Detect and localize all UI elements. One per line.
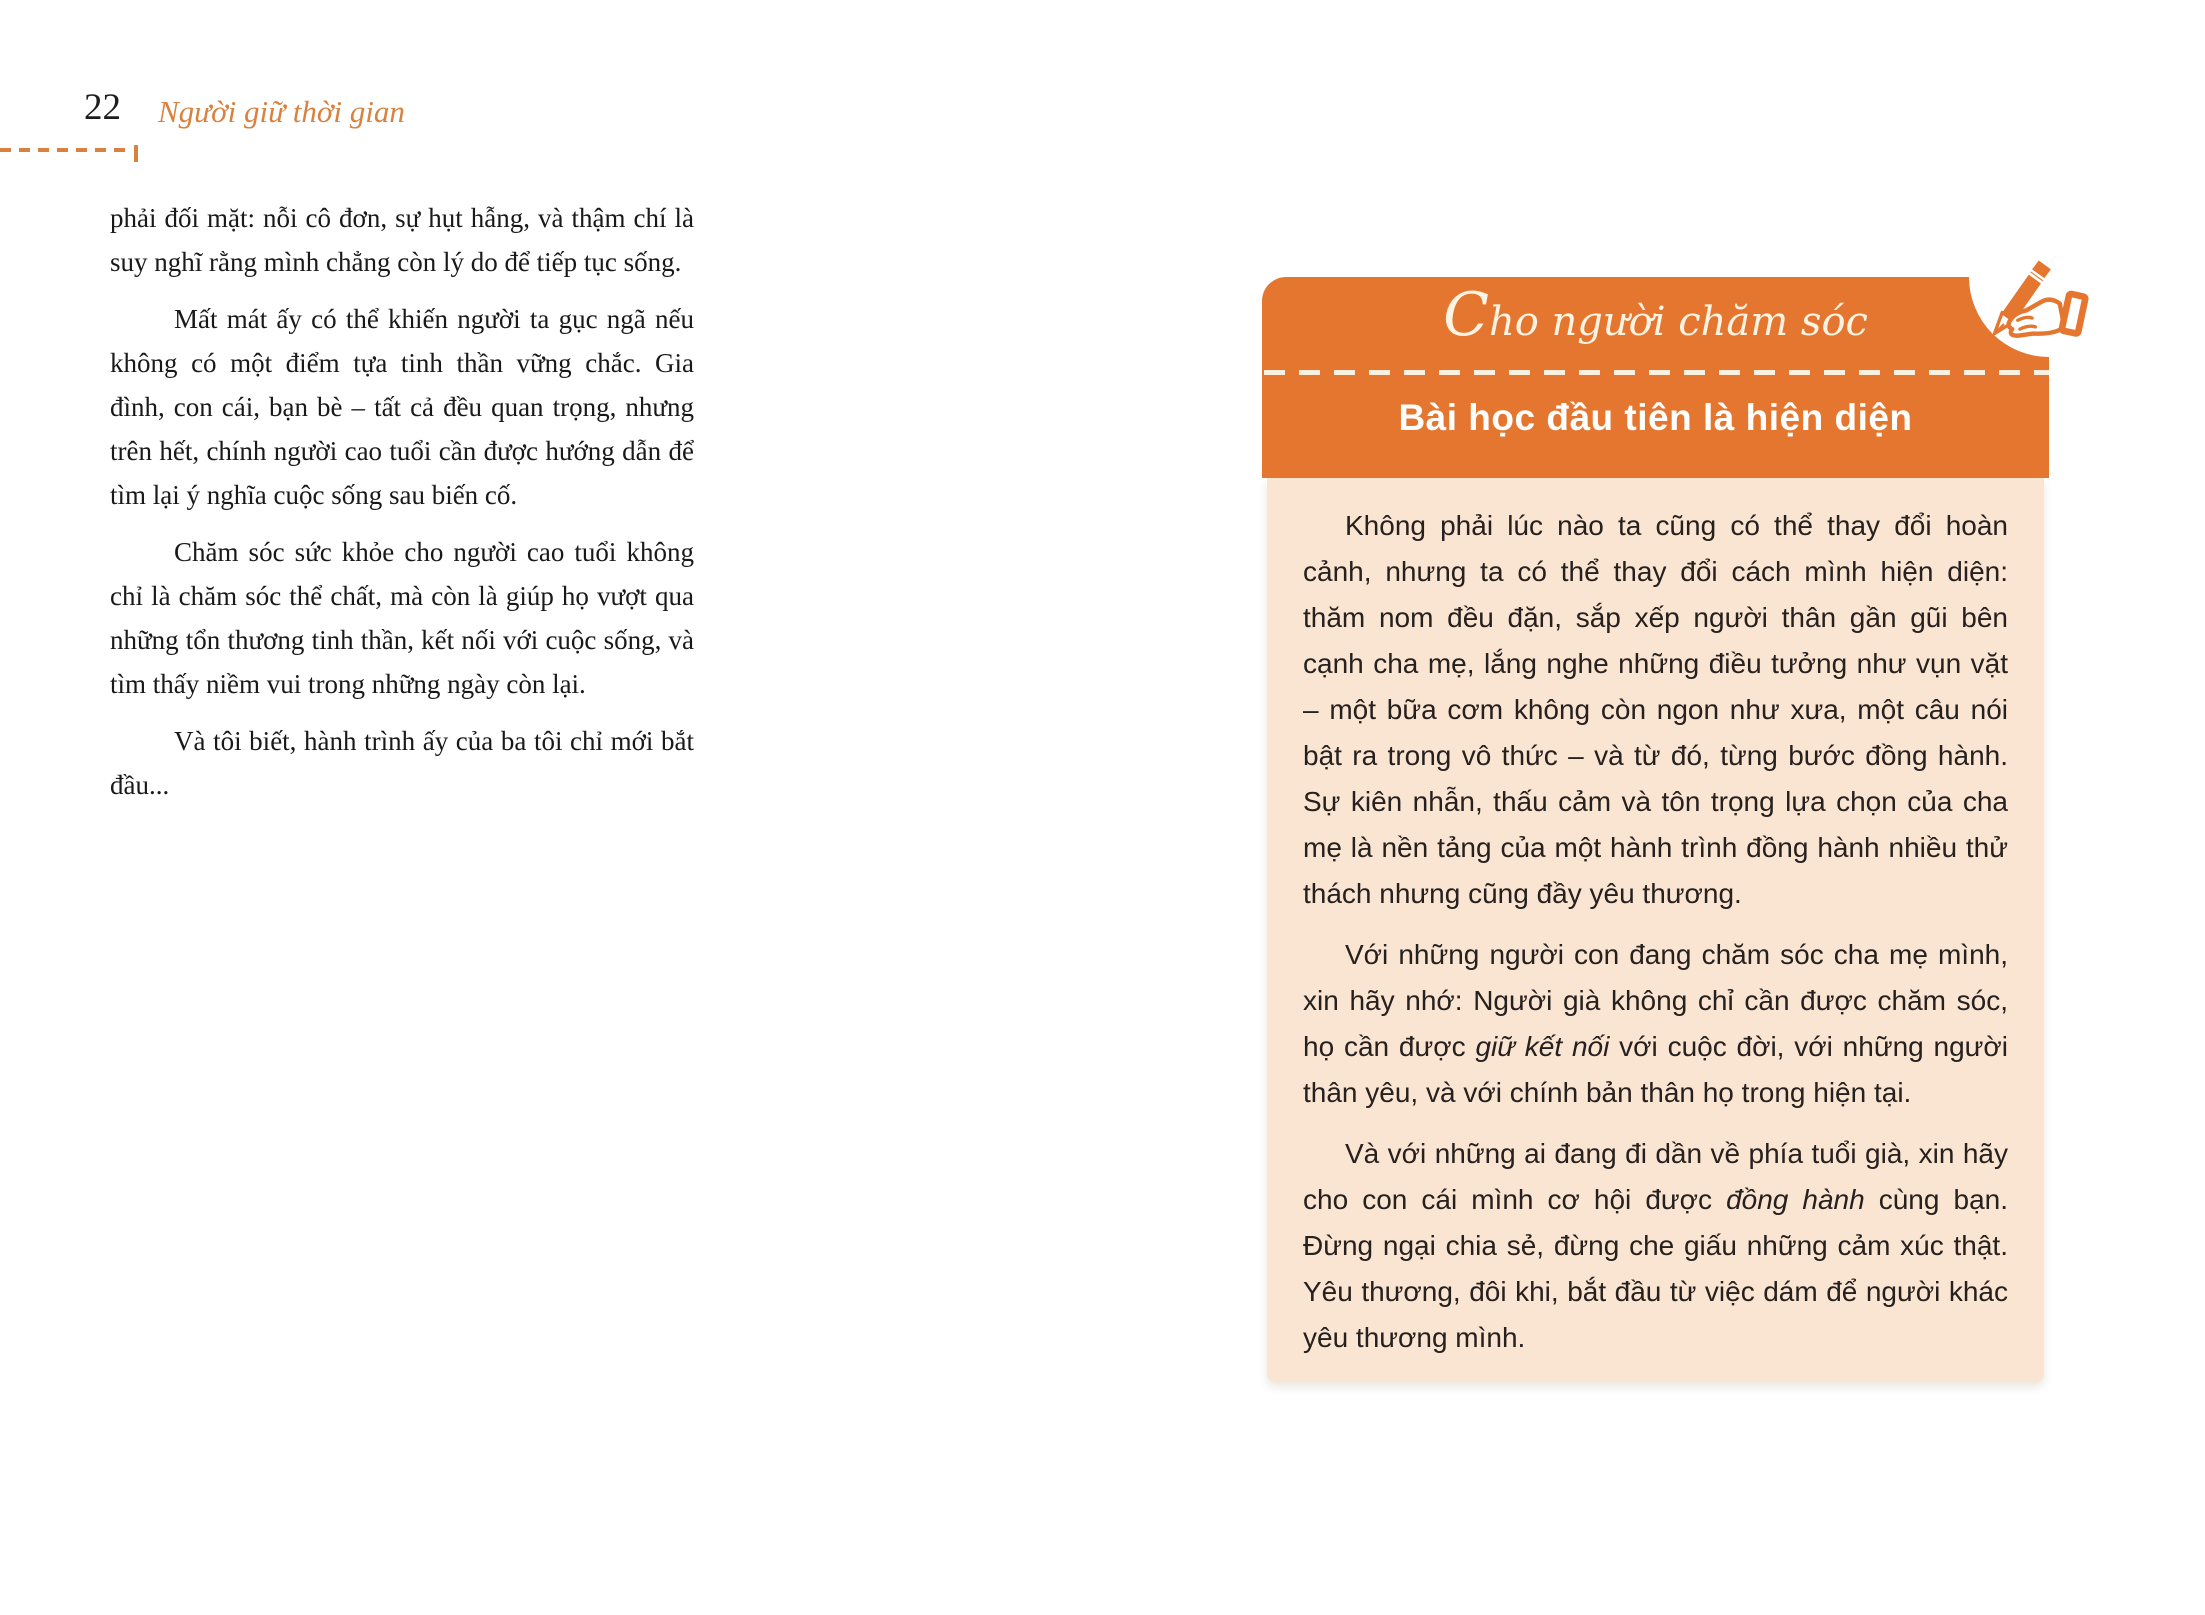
callout-dashed-divider — [1264, 370, 2049, 375]
callout-paragraphs — [1267, 478, 2044, 1382]
callout-tag: Cho người chăm sóc — [1443, 280, 1868, 350]
paragraph: Và tôi biết, hành trình ấy của ba tôi chỉ mới bắt đầu... — [110, 726, 694, 800]
running-head: Người giữ thời gian — [158, 94, 405, 129]
paragraph: Mất mát ấy có thể khiến người ta gục ngã nếu không có một điểm tựa tinh thần vững chắc. Gia đình, con cái, bạn bè – tất cả đều quan trọng, nhưng trên hết, chính người cao tuổi cần được hướng dẫn để tìm lại ý nghĩa cuộc sống sau biến cố. — [110, 304, 694, 510]
page-number: 22 — [84, 87, 121, 128]
paragraph: phải đối mặt: nỗi cô đơn, sự hụt hẫng, và thậm chí là suy nghĩ rằng mình chẳng còn lý do để tiếp tục sống. — [110, 203, 694, 277]
caregiver-callout-box — [1262, 277, 2049, 1382]
paragraph: Và với những ai đang đi dần về phía tuổi già, xin hãy cho con cái mình cơ hội được đồng hành cùng bạn. Đừng ngại chia sẻ, đừng che giấu những cảm xúc thật. Yêu thương, đôi khi, bắt đầu từ việc dám để người khác yêu thương mình. — [1303, 1138, 2008, 1353]
paragraph: Chăm sóc sức khỏe cho người cao tuổi không chỉ là chăm sóc thể chất, mà còn là giúp họ vượt qua những tổn thương tinh thần, kết nối với cuộc sống, và tìm thấy niềm vui trong những ngày còn lại. — [110, 537, 694, 699]
main-text-column — [110, 196, 694, 820]
folio-dashed-rule — [0, 148, 132, 152]
paragraph: Với những người con đang chăm sóc cha mẹ mình, xin hãy nhớ: Người già không chỉ cần được chăm sóc, họ cần được giữ kết nối với cuộc đời, với những người thân yêu, và với chính bản thân họ trong hiện tại. — [1303, 939, 2009, 1108]
paragraph: Không phải lúc nào ta cũng có thể thay đổi hoàn cảnh, nhưng ta có thể thay đổi cách mình hiện diện: thăm nom đều đặn, sắp xếp người thân gần gũi bên cạnh cha mẹ, lắng nghe những điều tưởng như vụn vặt – một bữa cơm không còn ngon như xưa, một câu nói bật ra trong vô thức – và từ đó, từng bước đồng hành. Sự kiên nhẫn, thấu cảm và tôn trọng lựa chọn của cha mẹ là nền tảng của một hành trình đồng hành nhiều thử thách nhưng cũng đầy yêu thương. — [1303, 510, 2008, 909]
callout-title: Bài học đầu tiên là hiện diện — [1398, 397, 1913, 438]
callout-header — [1262, 277, 2049, 478]
folio-rule-tick — [134, 145, 138, 162]
